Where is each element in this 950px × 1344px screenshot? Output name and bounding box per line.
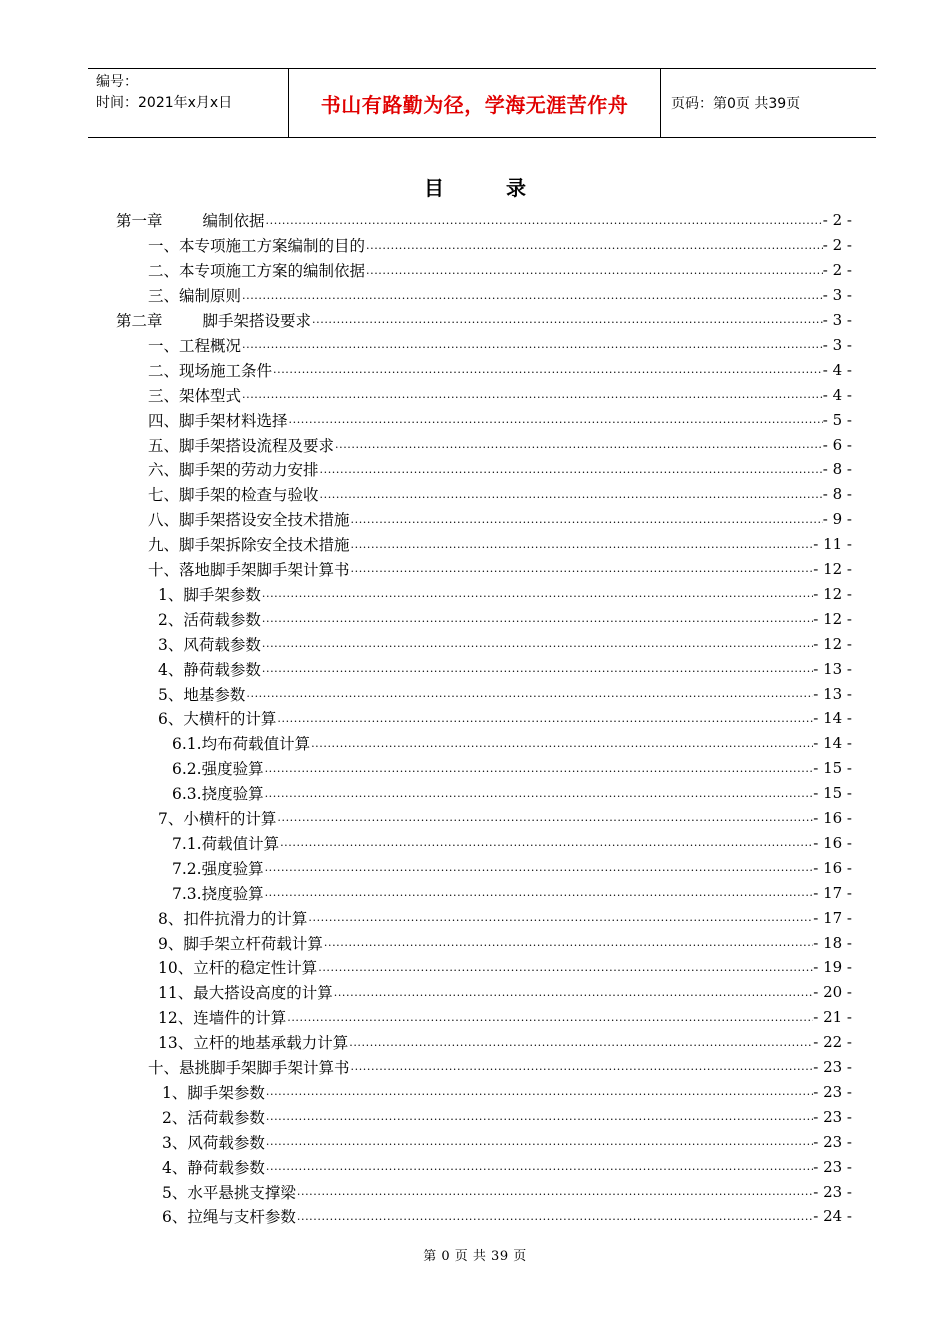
toc-entry[interactable] bbox=[162, 1080, 852, 1105]
toc-entry[interactable] bbox=[172, 855, 852, 880]
toc-entry[interactable] bbox=[158, 681, 852, 706]
toc-entry-label: 2、活荷载参数 bbox=[158, 610, 261, 629]
toc-entry-label: 1、脚手架参数 bbox=[158, 585, 261, 604]
toc-entry-page: - 23 - bbox=[813, 1082, 852, 1101]
toc-dot-leader bbox=[241, 338, 823, 351]
toc-entry[interactable] bbox=[116, 208, 852, 233]
toc-entry-label: 八、脚手架搭设安全技术措施 bbox=[148, 511, 350, 530]
toc-entry[interactable] bbox=[162, 1154, 852, 1179]
toc-chapter-title: 编制依据 bbox=[202, 212, 265, 231]
toc-dot-leader bbox=[265, 1085, 813, 1098]
toc-dot-leader bbox=[350, 562, 814, 575]
toc-entry[interactable] bbox=[158, 656, 852, 681]
document-time: 时间：2021年x月x日 bbox=[96, 95, 233, 111]
toc-dot-leader bbox=[264, 886, 814, 899]
toc-entry-page: - 3 - bbox=[822, 311, 852, 330]
toc-entry[interactable] bbox=[158, 905, 852, 930]
toc-entry-page: - 23 - bbox=[813, 1058, 852, 1077]
toc-entry-label: 5、水平悬挑支撑梁 bbox=[162, 1183, 296, 1202]
toc-entry[interactable] bbox=[172, 756, 852, 781]
toc-dot-leader bbox=[261, 637, 813, 650]
toc-entry-label: 九、脚手架拆除安全技术措施 bbox=[148, 536, 350, 555]
toc-entry-page: - 4 - bbox=[822, 360, 852, 379]
toc-dot-leader bbox=[350, 538, 814, 551]
toc-entry-label: 6.1.均布荷载值计算 bbox=[172, 735, 311, 754]
toc-entry-page: - 16 - bbox=[813, 833, 852, 852]
header-page-info: 页码：第0页 共39页 bbox=[671, 96, 801, 112]
toc-dot-leader bbox=[261, 662, 813, 675]
toc-dot-leader bbox=[265, 1160, 813, 1173]
toc-entry[interactable] bbox=[148, 283, 852, 308]
toc-entry-page: - 12 - bbox=[813, 560, 852, 579]
toc-entry-page: - 17 - bbox=[813, 883, 852, 902]
toc-dot-leader bbox=[319, 463, 823, 476]
document-number: 编号： bbox=[96, 74, 138, 90]
toc-title-char-2: 录 bbox=[506, 176, 526, 200]
toc-entry-label: 6.3.挠度验算 bbox=[172, 785, 264, 804]
toc-dot-leader bbox=[296, 1185, 813, 1198]
toc-entry-label: 6、拉绳与支杆参数 bbox=[162, 1208, 296, 1227]
toc-entry[interactable] bbox=[162, 1104, 852, 1129]
toc-entry-page: - 8 - bbox=[822, 460, 852, 479]
toc-entry[interactable] bbox=[148, 532, 852, 557]
toc-entry-label: 7.3.挠度验算 bbox=[172, 884, 264, 903]
toc-entry-page: - 23 - bbox=[813, 1107, 852, 1126]
toc-entry[interactable] bbox=[148, 507, 852, 532]
toc-entry[interactable] bbox=[172, 781, 852, 806]
toc-entry[interactable] bbox=[116, 308, 852, 333]
toc-entry-label: 5、地基参数 bbox=[158, 685, 246, 704]
toc-entry[interactable] bbox=[158, 582, 852, 607]
toc-entry-label: 7.1.荷载值计算 bbox=[172, 834, 280, 853]
toc-entry-label: 二、本专项施工方案的编制依据 bbox=[148, 262, 366, 281]
toc-entry-label: 二、现场施工条件 bbox=[148, 361, 273, 380]
toc-entry[interactable] bbox=[148, 382, 852, 407]
toc-entry[interactable] bbox=[162, 1204, 852, 1229]
toc-dot-leader bbox=[348, 1036, 813, 1049]
toc-dot-leader bbox=[264, 787, 814, 800]
toc-dot-leader bbox=[365, 239, 823, 252]
toc-entry-page: - 3 - bbox=[822, 335, 852, 354]
toc-entry-page: - 2 - bbox=[822, 236, 852, 255]
toc-entry[interactable] bbox=[158, 806, 852, 831]
toc-entry-label: 4、静荷载参数 bbox=[158, 660, 261, 679]
toc-entry[interactable] bbox=[148, 1055, 852, 1080]
toc-dot-leader bbox=[333, 986, 814, 999]
toc-entry-label: 三、编制原则 bbox=[148, 287, 242, 306]
toc-dot-leader bbox=[350, 513, 823, 526]
toc-entry-label: 3、风荷载参数 bbox=[158, 635, 261, 654]
document-header bbox=[88, 68, 876, 138]
toc-dot-leader bbox=[264, 762, 814, 775]
toc-entry-label: 4、静荷载参数 bbox=[162, 1158, 265, 1177]
toc-entry-page: - 23 - bbox=[813, 1132, 852, 1151]
toc-entry-page: - 18 - bbox=[813, 933, 852, 952]
toc-entry-page: - 20 - bbox=[813, 983, 852, 1002]
toc-entry-page: - 15 - bbox=[813, 759, 852, 778]
toc-entry[interactable] bbox=[148, 233, 852, 258]
toc-dot-leader bbox=[261, 587, 813, 600]
toc-entry-page: - 11 - bbox=[813, 535, 852, 554]
toc-entry-label: 1、脚手架参数 bbox=[162, 1083, 265, 1102]
toc-entry-page: - 24 - bbox=[813, 1207, 852, 1226]
toc-dot-leader bbox=[319, 488, 823, 501]
toc-entry-page: - 16 - bbox=[813, 858, 852, 877]
toc-dot-leader bbox=[276, 712, 813, 725]
toc-dot-leader bbox=[288, 413, 823, 426]
toc-entry-page: - 16 - bbox=[813, 809, 852, 828]
toc-entry-page: - 12 - bbox=[813, 634, 852, 653]
toc-entry[interactable] bbox=[148, 457, 852, 482]
header-motto: 书山有路勤为径，学海无涯苦作舟 bbox=[288, 69, 661, 137]
toc-dot-leader bbox=[296, 1210, 813, 1223]
toc-title-char-1: 目 bbox=[424, 176, 444, 200]
toc-entry-label: 第一章 bbox=[116, 212, 163, 231]
toc-dot-leader bbox=[286, 1011, 813, 1024]
toc-entry[interactable] bbox=[172, 880, 852, 905]
toc-entry-page: - 23 - bbox=[813, 1182, 852, 1201]
toc-entry-label: 三、架体型式 bbox=[148, 386, 242, 405]
toc-entry-label: 六、脚手架的劳动力安排 bbox=[148, 461, 319, 480]
toc-dot-leader bbox=[265, 1135, 813, 1148]
toc-entry-label: 7、小横杆的计算 bbox=[158, 810, 277, 829]
toc-entry-page: - 9 - bbox=[822, 510, 852, 529]
toc-entry-page: - 5 - bbox=[822, 410, 852, 429]
toc-entry-page: - 23 - bbox=[813, 1157, 852, 1176]
toc-dot-leader bbox=[310, 737, 813, 750]
toc-entry[interactable] bbox=[158, 706, 852, 731]
toc-dot-leader bbox=[272, 363, 823, 376]
toc-entry[interactable] bbox=[148, 357, 852, 382]
toc-entry-label: 五、脚手架搭设流程及要求 bbox=[148, 436, 335, 455]
toc-dot-leader bbox=[241, 388, 823, 401]
toc-entry-page: - 8 - bbox=[822, 485, 852, 504]
toc-entry[interactable] bbox=[158, 930, 852, 955]
header-meta bbox=[88, 69, 288, 137]
toc-dot-leader bbox=[264, 861, 814, 874]
toc-entry-label: 七、脚手架的检查与验收 bbox=[148, 486, 319, 505]
toc-entry-label: 十、悬挑脚手架脚手架计算书 bbox=[148, 1059, 350, 1078]
toc-entry-label: 12、连墙件的计算 bbox=[158, 1009, 287, 1028]
toc-entry-label: 7.2.强度验算 bbox=[172, 859, 264, 878]
toc-entry[interactable] bbox=[162, 1129, 852, 1154]
toc-entry[interactable] bbox=[158, 980, 852, 1005]
toc-entry[interactable] bbox=[158, 1030, 852, 1055]
toc-entry-label: 四、脚手架材料选择 bbox=[148, 411, 288, 430]
toc-dot-leader bbox=[365, 264, 823, 277]
toc-entry-page: - 19 - bbox=[813, 958, 852, 977]
toc-entry-page: - 22 - bbox=[813, 1033, 852, 1052]
toc-dot-leader bbox=[323, 936, 813, 949]
toc-entry-page: - 12 - bbox=[813, 584, 852, 603]
toc-dot-leader bbox=[279, 836, 813, 849]
toc-entry-page: - 6 - bbox=[822, 435, 852, 454]
toc-dot-leader bbox=[265, 1110, 813, 1123]
toc-dot-leader bbox=[245, 687, 813, 700]
toc-entry-page: - 14 - bbox=[813, 709, 852, 728]
toc-entry-label: 13、立杆的地基承载力计算 bbox=[158, 1034, 349, 1053]
toc-dot-leader bbox=[317, 961, 813, 974]
toc-entry[interactable] bbox=[148, 333, 852, 358]
toc-entry-label: 9、脚手架立杆荷载计算 bbox=[158, 934, 323, 953]
toc-entry-page: - 4 - bbox=[822, 385, 852, 404]
toc-entry[interactable] bbox=[148, 432, 852, 457]
toc-entry-label: 一、工程概况 bbox=[148, 336, 242, 355]
toc-entry-label: 第二章 bbox=[116, 312, 163, 331]
toc-dot-leader bbox=[334, 438, 823, 451]
toc-entry[interactable] bbox=[172, 831, 852, 856]
toc-entry-page: - 12 - bbox=[813, 609, 852, 628]
toc-entry-label: 十、落地脚手架脚手架计算书 bbox=[148, 561, 350, 580]
toc-entry-page: - 15 - bbox=[813, 784, 852, 803]
toc-dot-leader bbox=[265, 214, 823, 227]
toc-dot-leader bbox=[350, 1060, 814, 1073]
toc-entry-label: 2、活荷载参数 bbox=[162, 1108, 265, 1127]
toc-entry[interactable] bbox=[158, 955, 852, 980]
toc-entry-label: 10、立杆的稳定性计算 bbox=[158, 959, 318, 978]
toc-entry[interactable] bbox=[158, 1005, 852, 1030]
toc-entry-page: - 2 - bbox=[822, 211, 852, 230]
toc-entry-label: 3、风荷载参数 bbox=[162, 1133, 265, 1152]
toc-dot-leader bbox=[261, 612, 813, 625]
toc-entry-label: 11、最大搭设高度的计算 bbox=[158, 984, 333, 1003]
page-footer: 第 0 页 共 39 页 bbox=[423, 1249, 527, 1264]
toc-entry-label: 6.2.强度验算 bbox=[172, 760, 264, 779]
toc-entry-label: 8、扣件抗滑力的计算 bbox=[158, 909, 308, 928]
toc-dot-leader bbox=[276, 811, 813, 824]
toc-entry-page: - 21 - bbox=[813, 1008, 852, 1027]
toc-entry[interactable] bbox=[172, 731, 852, 756]
toc-entry[interactable] bbox=[148, 407, 852, 432]
toc-dot-leader bbox=[307, 911, 813, 924]
toc-entry[interactable] bbox=[158, 606, 852, 631]
toc-chapter-title: 脚手架搭设要求 bbox=[202, 312, 312, 331]
toc-dot-leader bbox=[311, 313, 823, 326]
toc-title bbox=[0, 172, 950, 201]
toc-entry[interactable] bbox=[148, 482, 852, 507]
toc-entry-page: - 13 - bbox=[813, 659, 852, 678]
toc-entry-label: 6、大横杆的计算 bbox=[158, 710, 277, 729]
toc-entry-page: - 2 - bbox=[822, 261, 852, 280]
toc-entry[interactable] bbox=[158, 631, 852, 656]
toc-entry-page: - 3 - bbox=[822, 286, 852, 305]
toc-entry[interactable] bbox=[148, 258, 852, 283]
toc-entry-label: 一、本专项施工方案编制的目的 bbox=[148, 237, 366, 256]
toc-entry[interactable] bbox=[162, 1179, 852, 1204]
toc-entry-page: - 17 - bbox=[813, 908, 852, 927]
toc-entry-page: - 13 - bbox=[813, 684, 852, 703]
toc-entry[interactable] bbox=[148, 557, 852, 582]
toc-dot-leader bbox=[241, 289, 823, 302]
toc-entry-page: - 14 - bbox=[813, 734, 852, 753]
